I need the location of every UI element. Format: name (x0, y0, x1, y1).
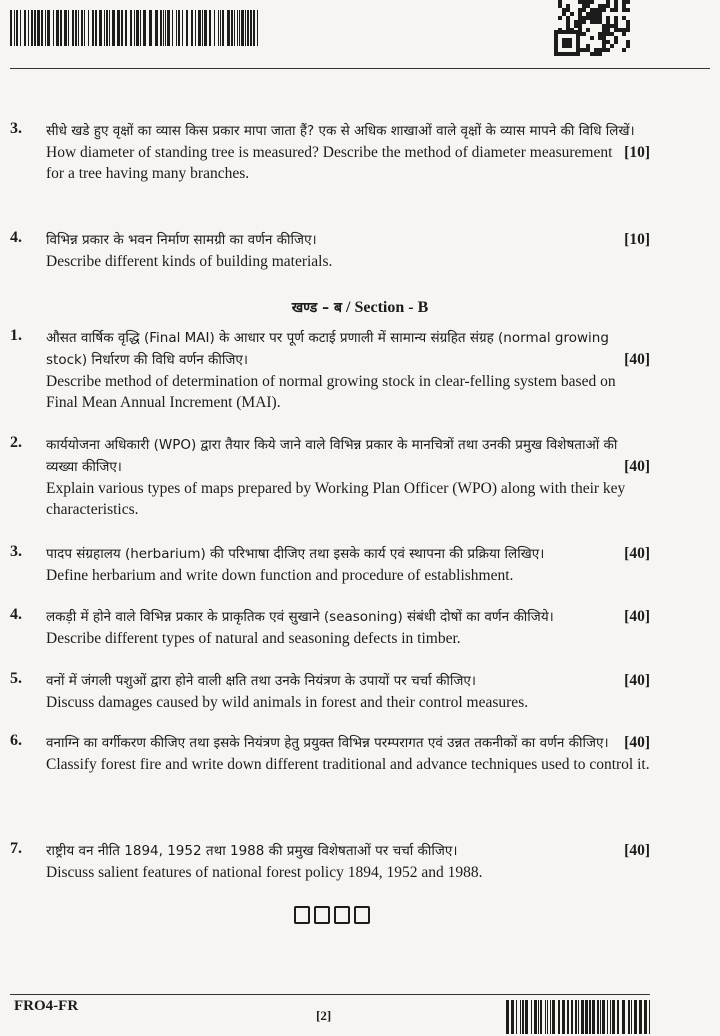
question-number: 7. (10, 840, 22, 857)
question-marks: [40] (624, 842, 650, 859)
question-a-3 (10, 120, 650, 184)
question-number: 3. (10, 543, 22, 560)
question-text-english: Discuss damages caused by wild animals in forest and their control measures. (46, 694, 529, 711)
question-text-english: Describe method of determination of normal growing stock in clear-felling system based on Final Mean Annual Increment (MAI). (46, 373, 616, 411)
question-marks: [40] (624, 608, 650, 625)
question-b-1 (10, 327, 650, 413)
question-b-4 (10, 606, 650, 649)
question-text-hindi: कार्ययोजना अधिकारी (WPO) द्वारा तैयार किये जाने वाले विभिन्न प्रकार के मानचित्रों तथा उनकी प्रमुख विशेषताओं की व्यख्या कीजिए। (46, 437, 618, 475)
question-text-hindi: राष्ट्रीय वन नीति 1894, 1952 तथा 1988 की प्रमुख विशेषताओं पर चर्चा कीजिए। (46, 843, 458, 859)
question-marks: [40] (624, 545, 650, 562)
question-b-2 (10, 434, 650, 520)
question-text-english: Describe different kinds of building materials. (46, 253, 333, 270)
question-number: 3. (10, 120, 22, 137)
question-marks: [10] (624, 144, 650, 161)
end-of-paper-boxes-icon (294, 906, 370, 924)
barcode-icon (506, 1000, 654, 1034)
question-text-hindi: सीधे खडे हुए वृक्षों का व्यास किस प्रकार मापा जाता हैं? एक से अधिक शाखाओं वाले वृक्षों के व्यास मापने की विधि लिखें। (46, 123, 635, 139)
question-text-hindi: औसत वार्षिक वृद्धि (Final MAI) के आधार पर पूर्ण कटाई प्रणाली में सामान्य संग्रहित संग्रह (normal growing stock) निर्धारण की विधि वर्णन कीजिए। (46, 330, 609, 368)
question-b-6 (10, 732, 650, 775)
header-divider (10, 68, 710, 69)
question-b-5 (10, 670, 650, 713)
question-marks: [10] (624, 231, 650, 248)
paper-code: FRO4-FR (14, 998, 79, 1014)
question-number: 5. (10, 670, 22, 687)
footer-divider (10, 994, 650, 995)
question-text-english: Define herbarium and write down function and procedure of establishment. (46, 567, 514, 584)
question-text-hindi: विभिन्न प्रकार के भवन निर्माण सामग्री का वर्णन कीजिए। (46, 232, 317, 248)
question-marks: [40] (624, 672, 650, 689)
question-number: 4. (10, 606, 22, 623)
question-text-english: Discuss salient features of national forest policy 1894, 1952 and 1988. (46, 864, 483, 881)
question-b-7 (10, 840, 650, 883)
question-marks: [40] (624, 351, 650, 368)
question-marks: [40] (624, 734, 650, 751)
question-text-english: How diameter of standing tree is measured? Describe the method of diameter measurement for a tree having many branches. (46, 144, 613, 182)
question-text-hindi: वनों में जंगली पशुओं द्वारा होने वाली क्षति तथा उनके नियंत्रण के उपायों पर चर्चा कीजिए। (46, 673, 476, 689)
question-text-english: Explain various types of maps prepared by Working Plan Officer (WPO) along with their key characteristics. (46, 480, 626, 518)
barcode-icon (10, 10, 260, 46)
question-number: 1. (10, 327, 22, 344)
question-number: 6. (10, 732, 22, 749)
section-heading-separator: / (342, 299, 355, 316)
question-text-english: Classify forest fire and write down different traditional and advance techniques used to control it. (46, 756, 650, 773)
section-heading-hindi: खण्ड – ब (291, 300, 343, 316)
question-text-hindi: वनाग्नि का वर्गीकरण कीजिए तथा इसके नियंत्रण हेतु प्रयुक्त विभिन्न परम्परागत एवं उन्नत तकनीकों का वर्णन कीजिए। (46, 735, 609, 751)
question-text-hindi: पादप संग्रहालय (herbarium) की परिभाषा दीजिए तथा इसके कार्य एवं स्थापना की प्रक्रिया लिखिए। (46, 546, 545, 562)
question-number: 4. (10, 229, 22, 246)
question-a-4 (10, 229, 650, 272)
qr-code-icon (554, 0, 630, 58)
question-text-hindi: लकड़ी में होने वाले विभिन्न प्रकार के प्राकृतिक एवं सुखाने (seasoning) संबंधी दोषों का वर्णन कीजिये। (46, 609, 554, 625)
question-b-3 (10, 543, 650, 586)
question-number: 2. (10, 434, 22, 451)
question-marks: [40] (624, 458, 650, 475)
section-heading-english: Section - B (354, 299, 429, 316)
section-heading (0, 298, 720, 317)
question-text-english: Describe different types of natural and seasoning defects in timber. (46, 630, 461, 647)
page-number: [2] (316, 1008, 332, 1023)
